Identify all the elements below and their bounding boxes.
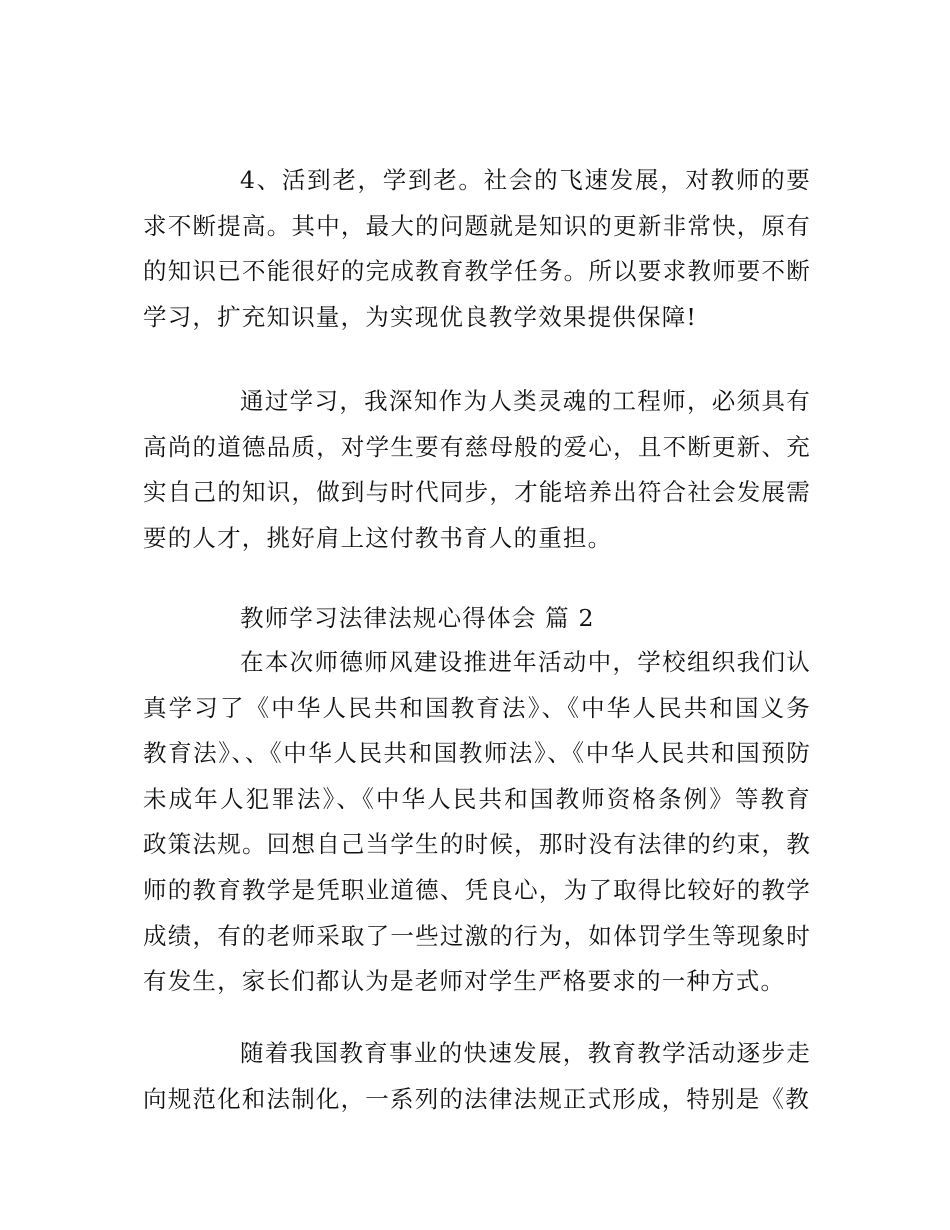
section-heading: 教师学习法律法规心得体会 篇 2 <box>240 604 595 632</box>
paragraph-law-study: 在本次师德师风建设推进年活动中，学校组织我们认真学习了《中华人民共和国教育法》、《中华人民共和国义务教育法》、、《中华人民共和国教师法》、《中华人民共和国预防未成年人犯罪法》、《中华人民共和国教师资格条例》等教育政策法规。回想自己当学生的时候，那时没有法律的约束，教师的教育教学是凭职业道德、凭良心，为了取得比较好的教学成绩，有的老师采取了一些过激的行为，如体罚学生等现象时有发生，家长们都认为是老师对学生严格要求的一种方式。 <box>143 648 811 996</box>
paragraph-lifelong-learning: 4、活到老，学到老。社会的飞速发展，对教师的要求不断提高。其中，最大的问题就是知识的更新非常快，原有的知识已不能很好的完成教育教学任务。所以要求教师要不断学习，扩充知识量，为实现优良教学效果提供保障! <box>143 166 811 331</box>
paragraph-teacher-duty: 通过学习，我深知作为人类灵魂的工程师，必须具有高尚的道德品质，对学生要有慈母般的爱心，且不断更新、充实自己的知识，做到与时代同步，才能培养出符合社会发展需要的人才，挑好肩上这付教书育人的重担。 <box>143 387 811 552</box>
paragraph-education-development: 随着我国教育事业的快速发展，教育教学活动逐步走向规范化和法制化，一系列的法律法规正式形成，特别是《教 <box>143 1039 811 1113</box>
